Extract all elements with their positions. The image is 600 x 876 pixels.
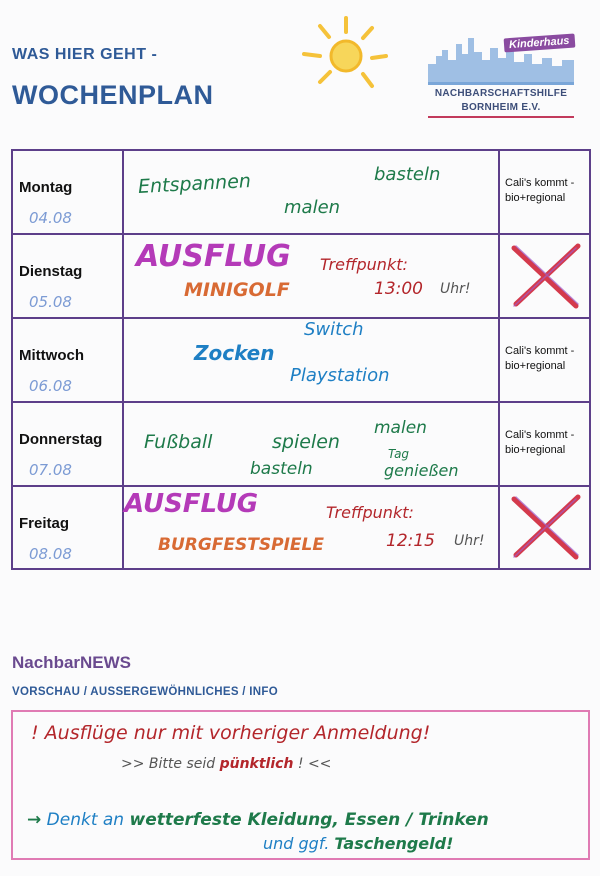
day-cell bbox=[12, 402, 123, 486]
news-text: wetterfeste Kleidung, Essen / Trinken bbox=[129, 810, 489, 830]
activity-text: Uhr! bbox=[440, 281, 471, 297]
logo-line2: BORNHEIM E.V. bbox=[461, 102, 541, 113]
activity-text: AUSFLUG bbox=[136, 239, 291, 274]
activity-cell bbox=[123, 402, 499, 486]
activity-text: Entspannen bbox=[137, 170, 252, 198]
activity-text: 13:00 bbox=[374, 279, 423, 299]
date-label: 08.08 bbox=[29, 545, 72, 563]
page-title: WOCHENPLAN bbox=[12, 80, 214, 110]
day-label: Freitag bbox=[19, 515, 70, 532]
arrow-icon: → bbox=[27, 810, 42, 830]
note-line: Cali's kommt - bbox=[505, 345, 575, 357]
activity-text: Playstation bbox=[290, 365, 390, 386]
date-label: 07.08 bbox=[29, 461, 72, 479]
note-line: bio+regional bbox=[505, 192, 566, 204]
note-line: Cali's kommt - bbox=[505, 177, 575, 189]
news-line: ! Ausflüge nur mit vorheriger Anmeldung! bbox=[31, 722, 431, 744]
news-text: Taschengeld! bbox=[334, 834, 454, 853]
note-cell bbox=[499, 234, 590, 318]
note-line: bio+regional bbox=[505, 360, 566, 372]
activity-cell bbox=[123, 150, 499, 234]
day-cell bbox=[12, 318, 123, 402]
activity-text: genießen bbox=[384, 461, 459, 480]
note-cell bbox=[499, 318, 590, 402]
activity-text: malen bbox=[284, 197, 341, 218]
table-row bbox=[12, 486, 590, 569]
activity-text: Uhr! bbox=[454, 533, 485, 549]
table-row bbox=[12, 234, 590, 318]
table-row bbox=[12, 150, 590, 234]
news-text: Denkt an bbox=[46, 810, 125, 830]
table-row bbox=[12, 318, 590, 402]
logo-badge: Kinderhaus bbox=[504, 34, 575, 53]
news-text: >> Bitte seid bbox=[121, 756, 216, 772]
activity-cell bbox=[123, 234, 499, 318]
cross-icon bbox=[508, 491, 584, 563]
day-label: Mittwoch bbox=[19, 347, 84, 364]
news-text: pünktlich bbox=[219, 756, 294, 772]
table-row bbox=[12, 402, 590, 486]
activity-text: basteln bbox=[374, 164, 441, 185]
activity-text: malen bbox=[374, 418, 427, 438]
activity-text: AUSFLUG bbox=[124, 489, 259, 519]
day-label: Dienstag bbox=[19, 263, 83, 280]
day-cell bbox=[12, 486, 123, 569]
news-text: und ggf. bbox=[263, 834, 330, 853]
news-text: ! << bbox=[297, 756, 332, 772]
day-cell bbox=[12, 234, 123, 318]
activity-text: basteln bbox=[250, 459, 313, 479]
page-kicker: WAS HIER GEHT - bbox=[12, 46, 158, 63]
news-subtitle: VORSCHAU / AUSSERGEWÖHNLICHES / INFO bbox=[12, 686, 278, 698]
activity-text: 12:15 bbox=[386, 531, 435, 551]
activity-text: Fußball bbox=[144, 431, 213, 453]
day-cell bbox=[12, 150, 123, 234]
note-cell bbox=[499, 402, 590, 486]
date-label: 04.08 bbox=[29, 209, 72, 227]
activity-text: BURGFESTSPIELE bbox=[158, 535, 324, 555]
sun-icon bbox=[300, 10, 400, 100]
news-box bbox=[11, 710, 590, 860]
note-cell bbox=[499, 486, 590, 569]
note-cell bbox=[499, 150, 590, 234]
day-label: Donnerstag bbox=[19, 431, 103, 448]
activity-cell bbox=[123, 318, 499, 402]
logo bbox=[428, 30, 574, 118]
date-label: 06.08 bbox=[29, 377, 72, 395]
note-line: bio+regional bbox=[505, 444, 566, 456]
activity-text: Zocken bbox=[194, 341, 275, 365]
activity-text: Switch bbox=[304, 319, 364, 340]
note-line: Cali's kommt - bbox=[505, 429, 575, 441]
weekly-plan-table bbox=[11, 149, 591, 570]
news-line bbox=[263, 834, 453, 853]
date-label: 05.08 bbox=[29, 293, 72, 311]
activity-text: Treffpunkt: bbox=[320, 255, 408, 274]
activity-text: spielen bbox=[272, 431, 340, 453]
day-label: Montag bbox=[19, 179, 73, 196]
news-line bbox=[121, 756, 331, 772]
activity-text: Tag bbox=[388, 447, 410, 461]
news-title: NachbarNEWS bbox=[12, 653, 132, 672]
activity-text: Treffpunkt: bbox=[326, 503, 414, 522]
logo-line1: NACHBARSCHAFTSHILFE bbox=[434, 88, 568, 99]
activity-cell bbox=[123, 486, 499, 569]
news-line bbox=[27, 810, 489, 830]
cross-icon bbox=[508, 240, 584, 312]
activity-text: MINIGOLF bbox=[184, 279, 290, 301]
